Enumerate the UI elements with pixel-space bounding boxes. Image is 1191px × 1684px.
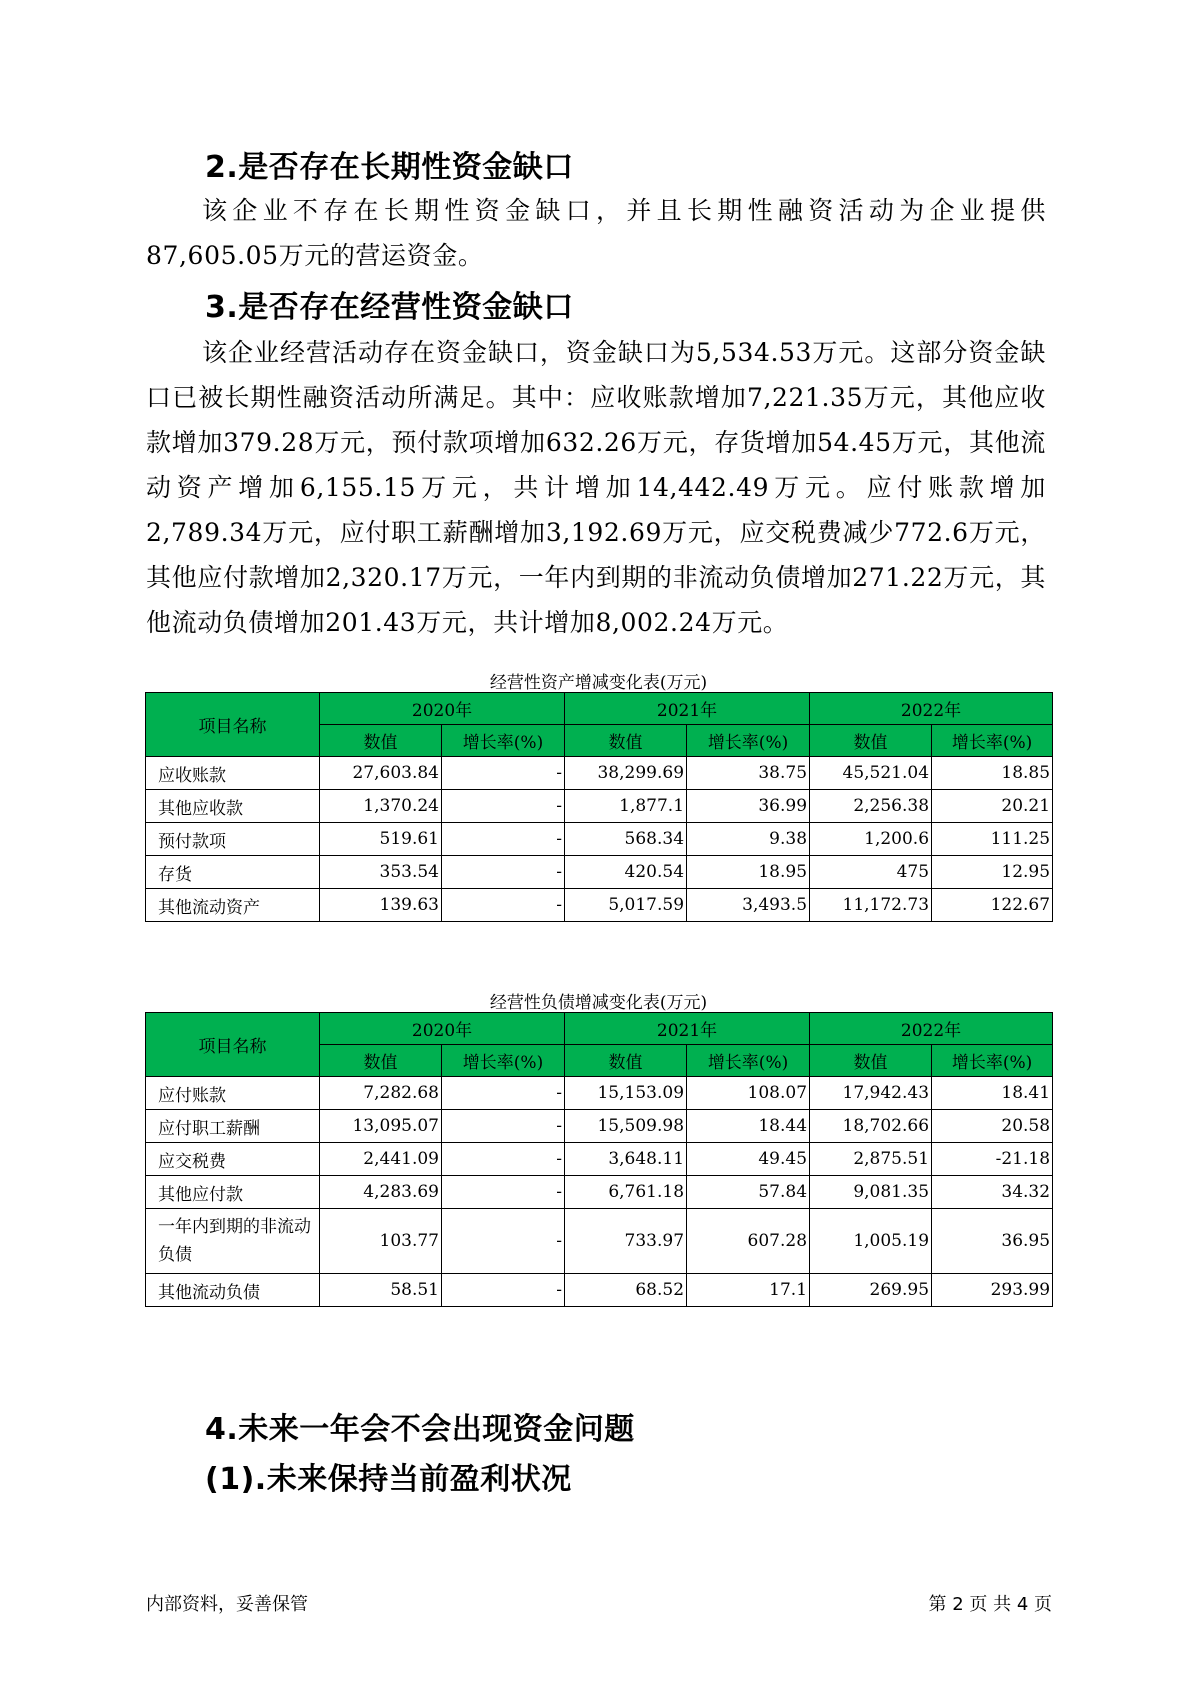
table-cell: -: [442, 856, 565, 889]
table-cell: 9,081.35: [810, 1176, 932, 1209]
table-cell: 1,877.1: [565, 790, 687, 823]
year-header: 2020年: [320, 693, 565, 725]
table-cell: 20.58: [932, 1110, 1053, 1143]
table-cell: -21.18: [932, 1143, 1053, 1176]
value-header: 数值: [565, 725, 687, 757]
table-cell: 18,702.66: [810, 1110, 932, 1143]
table-cell: 2,256.38: [810, 790, 932, 823]
table-cell: 9.38: [687, 823, 810, 856]
table-cell: 18.95: [687, 856, 810, 889]
row-label: 其他应付款: [146, 1176, 320, 1209]
table-cell: 57.84: [687, 1176, 810, 1209]
liabilities-change-table: [145, 1012, 1053, 1307]
footer-page-number: 第 2 页 共 4 页: [928, 1594, 1052, 1615]
table-cell: 11,172.73: [810, 889, 932, 922]
table-cell: 139.63: [320, 889, 442, 922]
table-cell: 103.77: [320, 1209, 442, 1274]
table-cell: 3,648.11: [565, 1143, 687, 1176]
table-cell: -: [442, 1077, 565, 1110]
table-cell: 2,441.09: [320, 1143, 442, 1176]
row-label: 一年内到期的非流动负债: [146, 1209, 320, 1274]
paragraph-operating-gap: 该企业经营活动存在资金缺口，资金缺口为5,534.53万元。这部分资金缺口已被长期性融资活动所满足。其中：应收账款增加7,221.35万元，其他应收款增加379.28万元，预付款项增加632.26万元，存货增加54.45万元，其他流动资产增加6,155.15万元，共计增加14,442.49万元。应付账款增加2,789.34万元，应付职工薪酬增加3,192.69万元，应交税费减少772.6万元，其他应付款增加2,320.17万元，一年内到期的非流动负债增加271.22万元，其他流动负债增加201.43万元，共计增加8,002.24万元。: [146, 338, 1046, 637]
table-cell: 34.32: [932, 1176, 1053, 1209]
row-label: 存货: [146, 856, 320, 889]
growth-rate-header: 增长率(%): [442, 725, 565, 757]
table-cell: -: [442, 823, 565, 856]
item-name-header: 项目名称: [146, 1013, 320, 1077]
table-cell: 49.45: [687, 1143, 810, 1176]
table-cell: 733.97: [565, 1209, 687, 1274]
year-header: 2021年: [565, 1013, 810, 1045]
table-cell: 2,875.51: [810, 1143, 932, 1176]
table-row: [146, 889, 1053, 922]
table-cell: 58.51: [320, 1274, 442, 1307]
table-cell: 17,942.43: [810, 1077, 932, 1110]
row-label: 其他流动负债: [146, 1274, 320, 1307]
year-header: 2022年: [810, 693, 1053, 725]
table-cell: 4,283.69: [320, 1176, 442, 1209]
table-cell: 17.1: [687, 1274, 810, 1307]
table-cell: 36.95: [932, 1209, 1053, 1274]
row-label: 预付款项: [146, 823, 320, 856]
table-row: [146, 757, 1053, 790]
subsection-heading-current-profit: (1).未来保持当前盈利状况: [205, 1462, 572, 1497]
assets-change-table: [145, 692, 1053, 922]
table-cell: -: [442, 1209, 565, 1274]
row-label: 应收账款: [146, 757, 320, 790]
table-cell: 20.21: [932, 790, 1053, 823]
table-cell: -: [442, 1110, 565, 1143]
table-row: [146, 856, 1053, 889]
table-cell: 7,282.68: [320, 1077, 442, 1110]
table-row: [146, 1143, 1053, 1176]
table-cell: -: [442, 1274, 565, 1307]
row-label: 其他应收款: [146, 790, 320, 823]
table-cell: 293.99: [932, 1274, 1053, 1307]
table-cell: 122.67: [932, 889, 1053, 922]
table-row: [146, 823, 1053, 856]
value-header: 数值: [320, 1045, 442, 1077]
value-header: 数值: [810, 725, 932, 757]
growth-rate-header: 增长率(%): [932, 1045, 1053, 1077]
table-cell: 12.95: [932, 856, 1053, 889]
table-row: [146, 1077, 1053, 1110]
table-cell: 18.44: [687, 1110, 810, 1143]
section-heading-long-term-gap: 2.是否存在长期性资金缺口: [205, 150, 574, 185]
table-row: [146, 1110, 1053, 1143]
table-cell: 18.41: [932, 1077, 1053, 1110]
table-cell: -: [442, 889, 565, 922]
table-caption-liabilities: 经营性负债增减变化表(万元): [489, 993, 708, 1013]
item-name-header: 项目名称: [146, 693, 320, 757]
table-cell: 519.61: [320, 823, 442, 856]
row-label: 应交税费: [146, 1143, 320, 1176]
table-cell: 38.75: [687, 757, 810, 790]
value-header: 数值: [320, 725, 442, 757]
year-header: 2021年: [565, 693, 810, 725]
table-cell: -: [442, 1143, 565, 1176]
table-cell: 1,005.19: [810, 1209, 932, 1274]
paragraph-long-term-gap: 该企业不存在长期性资金缺口，并且长期性融资活动为企业提供87,605.05万元的营运资金。: [146, 196, 1046, 270]
table-cell: 5,017.59: [565, 889, 687, 922]
table-cell: 15,153.09: [565, 1077, 687, 1110]
value-header: 数值: [810, 1045, 932, 1077]
table-cell: 13,095.07: [320, 1110, 442, 1143]
footer-confidential-note: 内部资料，妥善保管: [146, 1594, 308, 1615]
row-label: 应付职工薪酬: [146, 1110, 320, 1143]
table-cell: 15,509.98: [565, 1110, 687, 1143]
table-row: [146, 790, 1053, 823]
table-row: [146, 1209, 1053, 1274]
row-label: 其他流动资产: [146, 889, 320, 922]
value-header: 数值: [565, 1045, 687, 1077]
table-caption-assets: 经营性资产增减变化表(万元): [489, 673, 708, 693]
growth-rate-header: 增长率(%): [442, 1045, 565, 1077]
table-cell: 475: [810, 856, 932, 889]
table-cell: 3,493.5: [687, 889, 810, 922]
table-row: [146, 1176, 1053, 1209]
table-cell: -: [442, 1176, 565, 1209]
table-cell: 38,299.69: [565, 757, 687, 790]
growth-rate-header: 增长率(%): [687, 1045, 810, 1077]
table-cell: 1,200.6: [810, 823, 932, 856]
table-cell: -: [442, 790, 565, 823]
table-cell: 353.54: [320, 856, 442, 889]
table-cell: 27,603.84: [320, 757, 442, 790]
table-cell: 68.52: [565, 1274, 687, 1307]
table-cell: 111.25: [932, 823, 1053, 856]
table-cell: 6,761.18: [565, 1176, 687, 1209]
table-row: [146, 1274, 1053, 1307]
table-cell: 568.34: [565, 823, 687, 856]
table-cell: 45,521.04: [810, 757, 932, 790]
table-cell: 18.85: [932, 757, 1053, 790]
section-heading-next-year: 4.未来一年会不会出现资金问题: [205, 1412, 635, 1447]
table-cell: 269.95: [810, 1274, 932, 1307]
year-header: 2022年: [810, 1013, 1053, 1045]
table-cell: 420.54: [565, 856, 687, 889]
year-header: 2020年: [320, 1013, 565, 1045]
table-cell: 36.99: [687, 790, 810, 823]
section-heading-operating-gap: 3.是否存在经营性资金缺口: [205, 290, 574, 325]
growth-rate-header: 增长率(%): [932, 725, 1053, 757]
growth-rate-header: 增长率(%): [687, 725, 810, 757]
table-cell: 1,370.24: [320, 790, 442, 823]
table-cell: 108.07: [687, 1077, 810, 1110]
row-label: 应付账款: [146, 1077, 320, 1110]
table-cell: 607.28: [687, 1209, 810, 1274]
table-cell: -: [442, 757, 565, 790]
